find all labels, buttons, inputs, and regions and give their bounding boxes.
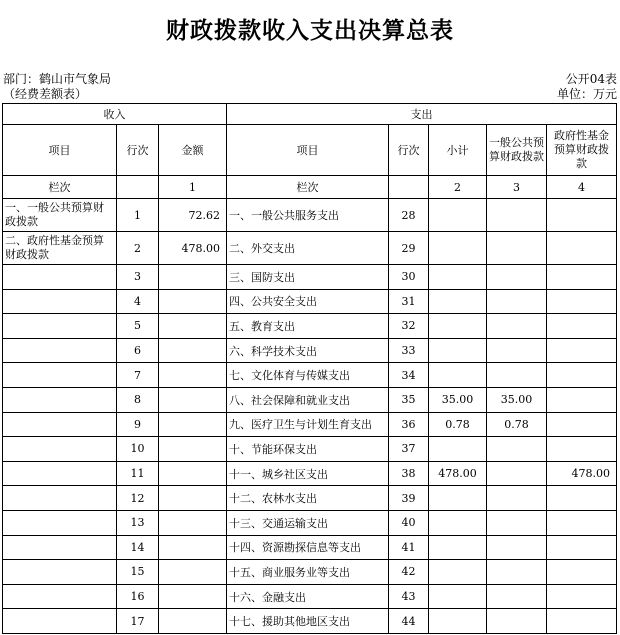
expense-item-header: 项目 — [227, 125, 389, 176]
income-line-cell: 7 — [117, 363, 159, 388]
income-item-cell — [3, 265, 117, 290]
general-budget-cell — [487, 363, 547, 388]
income-line-cell: 12 — [117, 486, 159, 511]
general-budget-cell — [487, 314, 547, 339]
fund-budget-cell — [547, 338, 617, 363]
subtotal-cell — [429, 486, 487, 511]
subtotal-cell — [429, 265, 487, 290]
income-amount-cell — [159, 584, 227, 609]
expense-line-cell: 41 — [389, 535, 429, 560]
income-amount-header: 金额 — [159, 125, 227, 176]
income-item-cell — [3, 289, 117, 314]
fund-budget-cell — [547, 199, 617, 232]
fund-budget-cell — [547, 609, 617, 634]
income-amount-cell — [159, 338, 227, 363]
expense-line-cell: 36 — [389, 412, 429, 437]
page-title: 财政拨款收入支出决算总表 — [166, 18, 454, 44]
income-line-cell: 1 — [117, 199, 159, 232]
expense-item-cell: 九、医疗卫生与计划生育支出 — [227, 412, 389, 437]
income-line-cell: 15 — [117, 560, 159, 585]
income-amount-cell — [159, 265, 227, 290]
expense-line-cell: 44 — [389, 609, 429, 634]
empty-cell — [117, 176, 159, 199]
income-line-cell: 13 — [117, 510, 159, 535]
general-budget-cell — [487, 510, 547, 535]
expense-item-cell: 十六、金融支出 — [227, 584, 389, 609]
fund-budget-cell: 478.00 — [547, 461, 617, 486]
income-item-cell — [3, 486, 117, 511]
expense-item-cell: 十五、商业服务业等支出 — [227, 560, 389, 585]
column-label-right: 栏次 — [227, 176, 389, 199]
expense-item-cell: 二、外交支出 — [227, 232, 389, 265]
income-amount-cell: 72.62 — [159, 199, 227, 232]
table-row — [3, 535, 617, 560]
unit-label: 单位：万元 — [556, 87, 617, 101]
fund-budget-cell — [547, 584, 617, 609]
fund-budget-cell — [547, 232, 617, 265]
income-amount-cell — [159, 437, 227, 462]
income-item-cell — [3, 535, 117, 560]
general-budget-cell — [487, 535, 547, 560]
subtotal-cell — [429, 535, 487, 560]
general-budget-header: 一般公共预算财政拨款 — [487, 125, 547, 176]
expense-item-cell: 十、节能环保支出 — [227, 437, 389, 462]
expense-item-cell: 三、国防支出 — [227, 265, 389, 290]
header-row-3 — [3, 176, 617, 199]
income-amount-cell — [159, 486, 227, 511]
fund-budget-cell — [547, 412, 617, 437]
general-budget-cell — [487, 486, 547, 511]
income-item-cell — [3, 314, 117, 339]
income-amount-cell: 478.00 — [159, 232, 227, 265]
subtotal-cell — [429, 338, 487, 363]
column-index-4: 4 — [547, 176, 617, 199]
empty-cell — [389, 176, 429, 199]
income-item-cell — [3, 437, 117, 462]
column-label-left: 栏次 — [3, 176, 117, 199]
income-item-header: 项目 — [3, 125, 117, 176]
income-item-cell: 一、一般公共预算财政拨款 — [3, 199, 117, 232]
header-row-1 — [3, 104, 617, 125]
fund-budget-cell — [547, 363, 617, 388]
subtotal-cell: 35.00 — [429, 387, 487, 412]
income-line-cell: 16 — [117, 584, 159, 609]
expense-item-cell: 十七、援助其他地区支出 — [227, 609, 389, 634]
expense-line-cell: 42 — [389, 560, 429, 585]
expense-line-cell: 39 — [389, 486, 429, 511]
general-budget-cell — [487, 338, 547, 363]
income-item-cell — [3, 609, 117, 634]
income-line-cell: 11 — [117, 461, 159, 486]
table-row — [3, 199, 617, 232]
general-budget-cell — [487, 437, 547, 462]
income-amount-cell — [159, 510, 227, 535]
table-row — [3, 486, 617, 511]
expense-item-cell: 十二、农林水支出 — [227, 486, 389, 511]
table-body — [3, 104, 617, 634]
expense-header: 支出 — [227, 104, 617, 125]
income-amount-cell — [159, 412, 227, 437]
income-line-header: 行次 — [117, 125, 159, 176]
fund-budget-cell — [547, 387, 617, 412]
expense-item-cell: 四、公共安全支出 — [227, 289, 389, 314]
subtotal-cell — [429, 584, 487, 609]
income-item-cell — [3, 338, 117, 363]
column-index-3: 3 — [487, 176, 547, 199]
subtotal-cell — [429, 363, 487, 388]
income-item-cell: 二、政府性基金预算财政拨款 — [3, 232, 117, 265]
expense-item-cell: 五、教育支出 — [227, 314, 389, 339]
income-line-cell: 5 — [117, 314, 159, 339]
subtotal-cell — [429, 232, 487, 265]
general-budget-cell: 35.00 — [487, 387, 547, 412]
general-budget-cell: 0.78 — [487, 412, 547, 437]
expense-line-cell: 34 — [389, 363, 429, 388]
income-line-cell: 3 — [117, 265, 159, 290]
table-row — [3, 437, 617, 462]
department-label: 部门：鹤山市气象局（经费差额表） — [3, 72, 112, 101]
subtotal-cell — [429, 560, 487, 585]
table-row — [3, 314, 617, 339]
fund-budget-cell — [547, 314, 617, 339]
table-row — [3, 338, 617, 363]
table-row — [3, 265, 617, 290]
table-row — [3, 232, 617, 265]
fund-budget-header: 政府性基金预算财政拨款 — [547, 125, 617, 176]
income-amount-cell — [159, 289, 227, 314]
subtotal-cell — [429, 289, 487, 314]
fund-budget-cell — [547, 437, 617, 462]
fund-budget-cell — [547, 486, 617, 511]
income-header: 收入 — [3, 104, 227, 125]
income-line-cell: 6 — [117, 338, 159, 363]
column-index-1: 1 — [159, 176, 227, 199]
fund-budget-cell — [547, 289, 617, 314]
general-budget-cell — [487, 289, 547, 314]
general-budget-cell — [487, 560, 547, 585]
expense-line-cell: 28 — [389, 199, 429, 232]
general-budget-cell — [487, 461, 547, 486]
budget-table — [2, 103, 617, 634]
expense-line-cell: 30 — [389, 265, 429, 290]
subtotal-cell — [429, 609, 487, 634]
subtotal-cell — [429, 199, 487, 232]
expense-item-cell: 七、文化体育与传媒支出 — [227, 363, 389, 388]
fund-budget-cell — [547, 265, 617, 290]
expense-item-cell: 十一、城乡社区支出 — [227, 461, 389, 486]
income-amount-cell — [159, 461, 227, 486]
income-amount-cell — [159, 387, 227, 412]
subtotal-cell: 478.00 — [429, 461, 487, 486]
general-budget-cell — [487, 232, 547, 265]
expense-line-cell: 40 — [389, 510, 429, 535]
expense-line-cell: 32 — [389, 314, 429, 339]
expense-item-cell: 十四、资源勘探信息等支出 — [227, 535, 389, 560]
general-budget-cell — [487, 199, 547, 232]
expense-item-cell: 六、科学技术支出 — [227, 338, 389, 363]
income-item-cell — [3, 584, 117, 609]
income-amount-cell — [159, 314, 227, 339]
income-item-cell — [3, 363, 117, 388]
form-code: 公开04表 — [565, 72, 617, 86]
fund-budget-cell — [547, 510, 617, 535]
fund-budget-cell — [547, 535, 617, 560]
income-line-cell: 14 — [117, 535, 159, 560]
table-row — [3, 412, 617, 437]
expense-line-cell: 43 — [389, 584, 429, 609]
table-row — [3, 609, 617, 634]
table-row — [3, 363, 617, 388]
table-row — [3, 387, 617, 412]
subtotal-cell — [429, 314, 487, 339]
expense-item-cell: 八、社会保障和就业支出 — [227, 387, 389, 412]
form-meta — [557, 72, 617, 102]
general-budget-cell — [487, 265, 547, 290]
income-line-cell: 17 — [117, 609, 159, 634]
expense-line-cell: 31 — [389, 289, 429, 314]
table-row — [3, 560, 617, 585]
table-row — [3, 289, 617, 314]
expense-line-cell: 33 — [389, 338, 429, 363]
income-line-cell: 4 — [117, 289, 159, 314]
table-row — [3, 461, 617, 486]
income-amount-cell — [159, 535, 227, 560]
income-amount-cell — [159, 609, 227, 634]
income-item-cell — [3, 387, 117, 412]
expense-item-cell: 十三、交通运输支出 — [227, 510, 389, 535]
income-item-cell — [3, 560, 117, 585]
general-budget-cell — [487, 584, 547, 609]
income-line-cell: 10 — [117, 437, 159, 462]
income-line-cell: 2 — [117, 232, 159, 265]
subtotal-cell — [429, 437, 487, 462]
expense-line-cell: 35 — [389, 387, 429, 412]
income-amount-cell — [159, 560, 227, 585]
income-amount-cell — [159, 363, 227, 388]
header-row-2 — [3, 125, 617, 176]
income-item-cell — [3, 510, 117, 535]
expense-line-header: 行次 — [389, 125, 429, 176]
income-item-cell — [3, 412, 117, 437]
expense-line-cell: 37 — [389, 437, 429, 462]
income-item-cell — [3, 461, 117, 486]
expense-line-cell: 29 — [389, 232, 429, 265]
expense-line-cell: 38 — [389, 461, 429, 486]
income-line-cell: 8 — [117, 387, 159, 412]
subtotal-cell: 0.78 — [429, 412, 487, 437]
table-row — [3, 510, 617, 535]
income-line-cell: 9 — [117, 412, 159, 437]
general-budget-cell — [487, 609, 547, 634]
subtotal-header: 小计 — [429, 125, 487, 176]
column-index-2: 2 — [429, 176, 487, 199]
subtotal-cell — [429, 510, 487, 535]
table-row — [3, 584, 617, 609]
expense-item-cell: 一、一般公共服务支出 — [227, 199, 389, 232]
fund-budget-cell — [547, 560, 617, 585]
